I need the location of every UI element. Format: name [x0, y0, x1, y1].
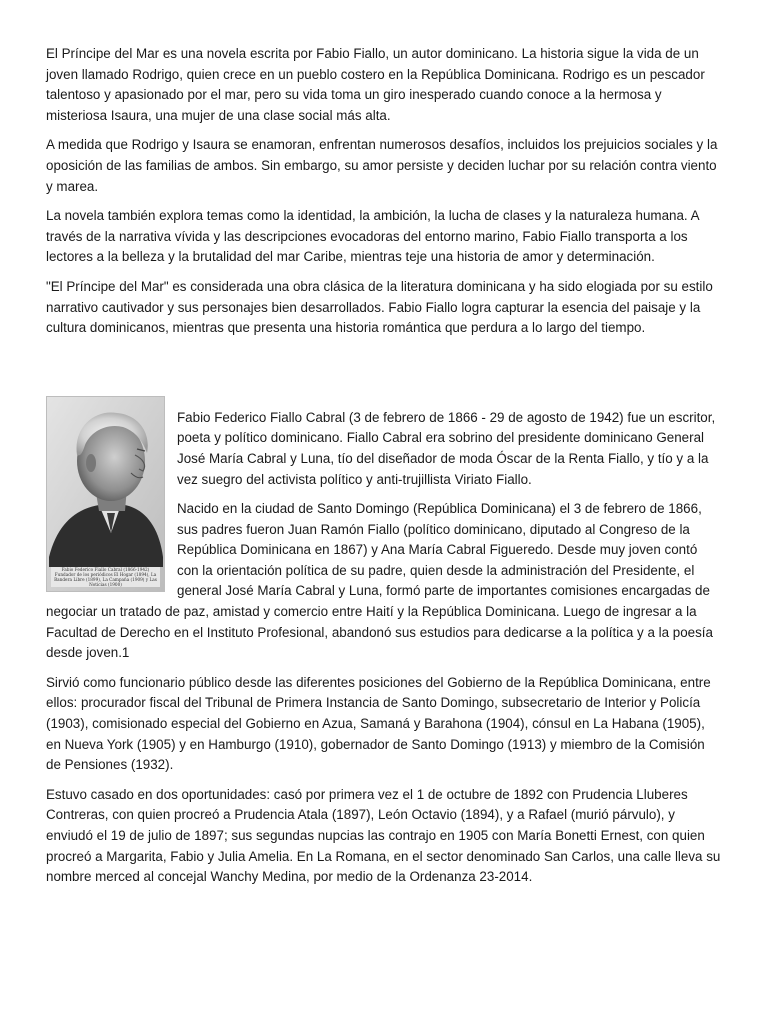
bio-paragraph-4: Estuvo casado en dos oportunidades: casó por primera vez el 1 de octubre de 1892 con Prudencia Lluberes Contreras, con quien procreó a Prudencia Atala (1897), León Octavio (1894), y a Rafael (murió párvulo), y enviudó el 19 de julio de 1897; sus segundas nupcias las contrajo en 1905 con María Bonetti Ernest, con quien procreó a Margarita, Fabio y Julia Amelia. En La Romana, en el sector denominado San Carlos, una calle lleva su nombre merced al concejal Wanchy Medina, por medio de la Ordenanza 23-2014.	[46, 786, 721, 885]
biography-section	[46, 408, 722, 888]
novel-summary-section	[46, 44, 722, 339]
portrait-image	[47, 397, 164, 591]
intro-paragraph-2: A medida que Rodrigo y Isaura se enamoran, enfrentan numerosos desafíos, incluidos los prejuicios sociales y la oposición de las familias de ambos. Sin embargo, su amor persiste y deciden luchar por su relación contra viento y marea.	[46, 137, 718, 194]
author-portrait-photo	[46, 396, 165, 592]
bio-paragraph-2: Nacido en la ciudad de Santo Domingo (República Dominicana) el 3 de febrero de 1866, sus padres fueron Juan Ramón Fiallo (político dominicano, diputado al Congreso de la República Dominicana en 1867) y Ana María Cabral Figueredo. Desde muy joven contó con la orientación política de su padre, quien desde la administración del Presidente, el general José María Cabral y Luna, formó parte de importantes comisiones encargadas de negociar un tratado de paz, amistad y comercio entre Haití y la República Dominicana. Luego de ingresar a la Facultad de Derecho en el Instituto Profesional, abandonó sus estudios para dedicarse a la política y a la poesía desde joven.1	[46, 501, 713, 661]
intro-paragraph-1: El Príncipe del Mar es una novela escrita por Fabio Fiallo, un autor dominicano. La historia sigue la vida de un joven llamado Rodrigo, quien crece en un pueblo costero en la República Dominicana. Rodrigo es un pescador talentoso y apasionado por el mar, pero su vida toma un giro inesperado cuando conoce a la hermosa y misteriosa Isaura, una mujer de una clase social más alta.	[46, 46, 705, 123]
portrait-caption: Fabio Federico Fiallo Cabral (1866-1942) Fundador de los periódicos El Hogar (1894), La Bandera Libre (1899), La Campaña (1909) y Las Noticias (1900)	[51, 567, 160, 587]
intro-paragraph-3: La novela también explora temas como la identidad, la ambición, la lucha de clases y la naturaleza humana. A través de la narrativa vívida y las descripciones evocadoras del entorno marino, Fabio Fiallo transporta a los lectores a la belleza y la brutalidad del mar Caribe, mientras teje una historia de amor y determinación.	[46, 208, 699, 265]
intro-paragraph-4: "El Príncipe del Mar" es considerada una obra clásica de la literatura dominicana y ha sido elogiada por su estilo narrativo cautivador y sus personajes bien desarrollados. Fabio Fiallo logra capturar la esencia del paisaje y la cultura dominicanos, mientras que presenta una historia romántica que perdura a lo largo del tiempo.	[46, 278, 713, 336]
bio-paragraph-3: Sirvió como funcionario público desde las diferentes posiciones del Gobierno de la República Dominicana, entre ellos: procurador fiscal del Tribunal de Primera Instancia de Santo Domingo, subsecretario de Interior y Policía (1903), comisionado especial del Gobierno en Azua, Samaná y Barahona (1904), cónsul en La Habana (1905), en Nueva York (1905) y en Hamburgo (1910), gobernador de Santo Domingo (1913) y miembro de la Comisión de Pensiones (1932).	[46, 674, 711, 773]
bio-paragraph-1: Fabio Federico Fiallo Cabral (3 de febrero de 1866 - 29 de agosto de 1942) fue un escritor, poeta y político dominicano. Fiallo Cabral era sobrino del presidente dominicano General José María Cabral y Luna, tío del diseñador de moda Óscar de la Renta Fiallo, y tío y a la vez suegro del activista político y anti-trujillista Viriato Fiallo.	[177, 409, 716, 487]
document-page	[46, 44, 722, 897]
